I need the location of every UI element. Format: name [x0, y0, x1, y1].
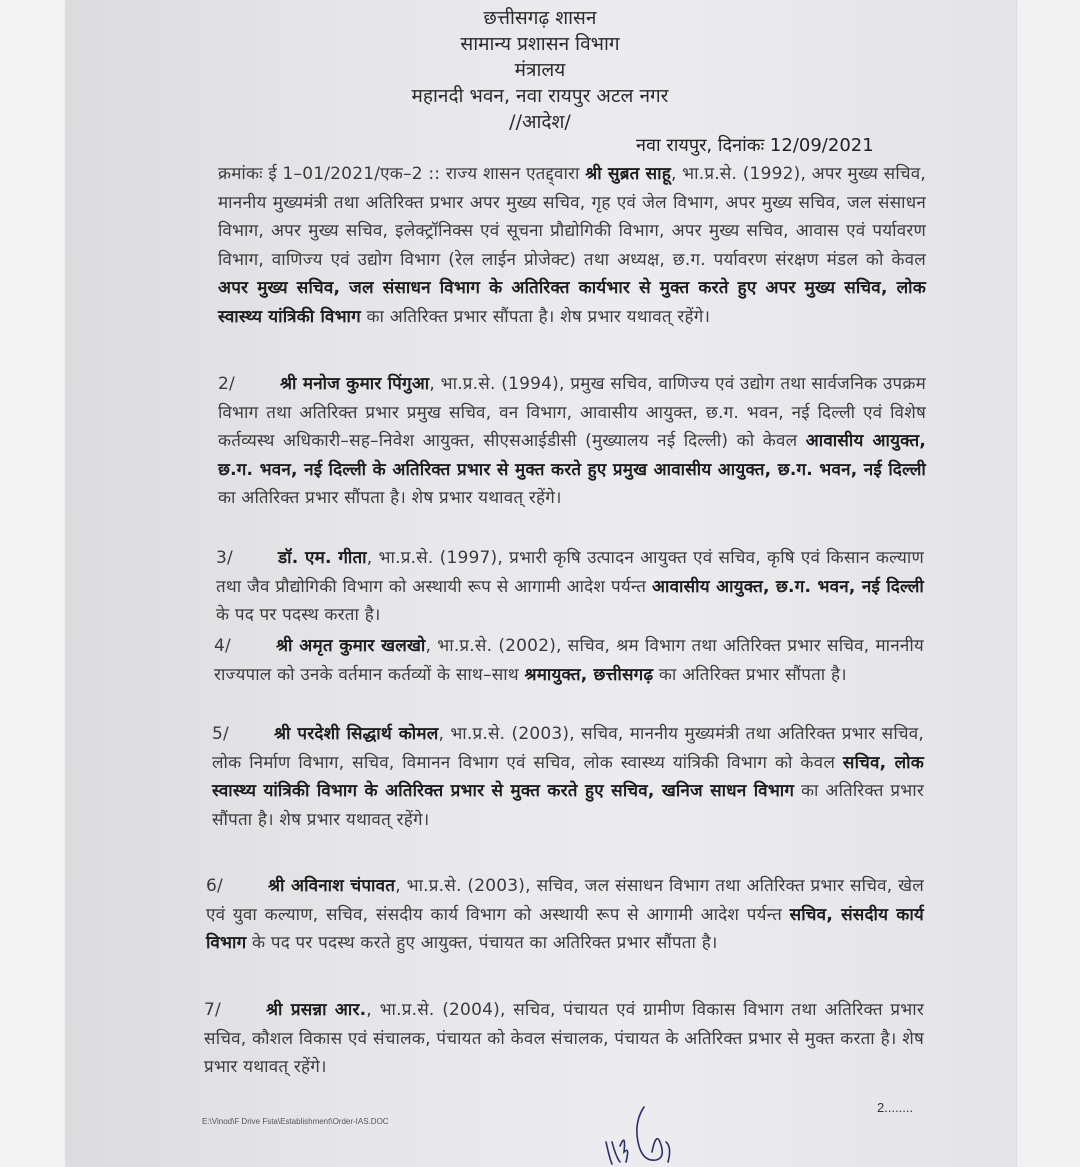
p2-new-charge: आवासीय आयुक्त, छ.ग. भवन, नई दिल्ली के अतिरिक्त प्रभार से मुक्त करते हुए प्रमुख आवासीय आयुक्त, छ.ग. भवन, नई दिल्ली	[218, 431, 926, 480]
paragraph-6	[206, 872, 924, 958]
paragraph-2	[218, 370, 926, 513]
p3-number: 3/	[216, 548, 233, 568]
p6-new-post: सचिव, संसदीय कार्य विभाग	[206, 904, 924, 954]
p7-officer-name: श्री प्रसन्ना आर.	[266, 1000, 367, 1020]
background-right	[1016, 0, 1080, 1167]
p2-text-d: का अतिरिक्त प्रभार सौंपता है। शेष प्रभार यथावत् रहेंगे।	[218, 488, 562, 509]
p4-officer-name: श्री अमृत कुमार खलखो	[276, 636, 426, 656]
p4-number: 4/	[214, 636, 231, 656]
header-department: सामान्य प्रशासन विभाग	[460, 33, 620, 55]
p5-new-charge: सचिव, लोक स्वास्थ्य यांत्रिकी विभाग के अतिरिक्त प्रभार से मुक्त करते हुए सचिव, खनिज साधन विभाग	[212, 752, 924, 802]
p6-text-d: के पद पर पदस्थ करते हुए आयुक्त, पंचायत का अतिरिक्त प्रभार सौंपता है।	[246, 933, 718, 954]
header-ministry: मंत्रालय	[514, 59, 566, 81]
p2-number: 2/	[218, 374, 235, 394]
paragraph-5	[212, 720, 924, 834]
p3-new-post: आवासीय आयुक्त, छ.ग. भवन, नई दिल्ली	[652, 576, 924, 597]
p5-text-d: का अतिरिक्त प्रभार सौंपता है। शेष प्रभार यथावत् रहेंगे।	[212, 781, 924, 830]
p1-new-charge: अपर मुख्य सचिव, जल संसाधन विभाग के अतिरिक्त कार्यभार से मुक्त करते हुए अपर मुख्य सचिव, लोक स्वास्थ्य यांत्रिकी विभाग	[218, 278, 926, 327]
paragraph-1	[218, 160, 926, 332]
signature-mark	[596, 1102, 696, 1167]
p4-text-d: का अतिरिक्त प्रभार सौंपता है।	[653, 664, 847, 685]
paragraph-4	[214, 632, 924, 689]
p1-text-c: , भा.प्र.से. (1992), अपर मुख्य सचिव, माननीय मुख्यमंत्री तथा अतिरिक्त प्रभार अपर मुख्य सचिव, गृह एवं जेल विभाग, अपर मुख्य सचिव, जल संसाधन विभाग, अपर मुख्य सचिव, इलेक्ट्रॉनिक्स एवं सूचना प्रौद्योगिकी विभाग, अपर मुख्य सचिव, आवास एवं पर्यावरण विभाग, वाणिज्य एवं उद्योग विभाग (रेल लाईन प्रोजेक्ट) तथा अध्यक्ष, छ.ग. पर्यावरण संरक्षण मंडल को केवल	[218, 164, 927, 270]
p3-officer-name: डॉ. एम. गीता	[278, 548, 367, 568]
order-date: नवा रायपुर, दिनांकः 12/09/2021	[636, 135, 874, 156]
header-order-title: //आदेश/	[509, 111, 571, 133]
p6-text-b: , भा.प्र.से. (2003), सचिव, जल संसाधन विभाग तथा अतिरिक्त प्रभार सचिव, खेल एवं युवा कल्याण, सचिव, संसदीय कार्य विभाग को अस्थायी रूप से आगामी आदेश पर्यन्त	[206, 876, 924, 925]
p6-number: 6/	[206, 876, 223, 896]
header-address: महानदी भवन, नवा रायपुर अटल नगर	[411, 85, 669, 107]
paragraph-7	[204, 996, 924, 1082]
file-path-footer: E:\Vinod\F Drive Fsta\Establishment\Order-IAS.DOC	[202, 1117, 389, 1126]
p1-officer-name: श्री सुब्रत साहू	[585, 164, 671, 184]
p3-text-b: , भा.प्र.से. (1997), प्रभारी कृषि उत्पादन आयुक्त एवं सचिव, कृषि एवं किसान कल्याण तथा जैव प्रौद्योगिकी विभाग को अस्थायी रूप से आगामी आदेश पर्यन्त	[216, 548, 924, 597]
paragraph-3	[216, 544, 924, 630]
p4-new-charge: श्रमायुक्त, छत्तीसगढ़	[524, 664, 654, 685]
p1-text-e: का अतिरिक्त प्रभार सौंपता है। शेष प्रभार यथावत् रहेंगे।	[360, 306, 711, 327]
p6-officer-name: श्री अविनाश चंपावत	[268, 876, 396, 896]
p5-officer-name: श्री परदेशी सिद्धार्थ कोमल	[274, 724, 439, 744]
p1-text-a: क्रमांकः ई 1–01/2021/एक–2 :: राज्य शासन एतद्द्वारा	[218, 164, 586, 184]
p7-number: 7/	[204, 1000, 221, 1020]
p4-text-b: , भा.प्र.से. (2002), सचिव, श्रम विभाग तथा अतिरिक्त प्रभार सचिव, माननीय राज्यपाल को उनके वर्तमान कर्तव्यों के साथ–साथ	[214, 636, 924, 685]
p3-text-d: के पद पर पदस्थ करता है।	[216, 605, 381, 626]
header-government: छत्तीसगढ़ शासन	[483, 7, 597, 29]
p5-number: 5/	[212, 724, 229, 744]
p2-text-b: , भा.प्र.से. (1994), प्रमुख सचिव, वाणिज्य एवं उद्योग तथा सार्वजनिक उपक्रम विभाग तथा अतिरिक्त प्रभार प्रमुख सचिव, वन विभाग, आवासीय आयुक्त, छ.ग. भवन, नई दिल्ली एवं विशेष कर्तव्यस्थ अधिकारी–सह–निवेश आयुक्त, सीएसआईडीसी (मुख्यालय नई दिल्ली) को केवल	[218, 374, 926, 452]
p5-text-b: , भा.प्र.से. (2003), सचिव, माननीय मुख्यमंत्री तथा अतिरिक्त प्रभार सचिव, लोक निर्माण विभाग, सचिव, विमानन विभाग एवं सचिव, लोक स्वास्थ्य यांत्रिकी विभाग को केवल	[212, 724, 924, 773]
background-left	[0, 0, 66, 1167]
next-page-marker: 2........	[877, 1100, 914, 1115]
p2-officer-name: श्री मनोज कुमार पिंगुआ	[280, 374, 430, 394]
p7-text-b: , भा.प्र.से. (2004), सचिव, पंचायत एवं ग्रामीण विकास विभाग तथा अतिरिक्त प्रभार सचिव, कौशल विकास एवं संचालक, पंचायत को केवल संचालक, पंचायत के अतिरिक्त प्रभार से मुक्त करता है। शेष प्रभार यथावत् रहेंगे।	[204, 1000, 924, 1078]
